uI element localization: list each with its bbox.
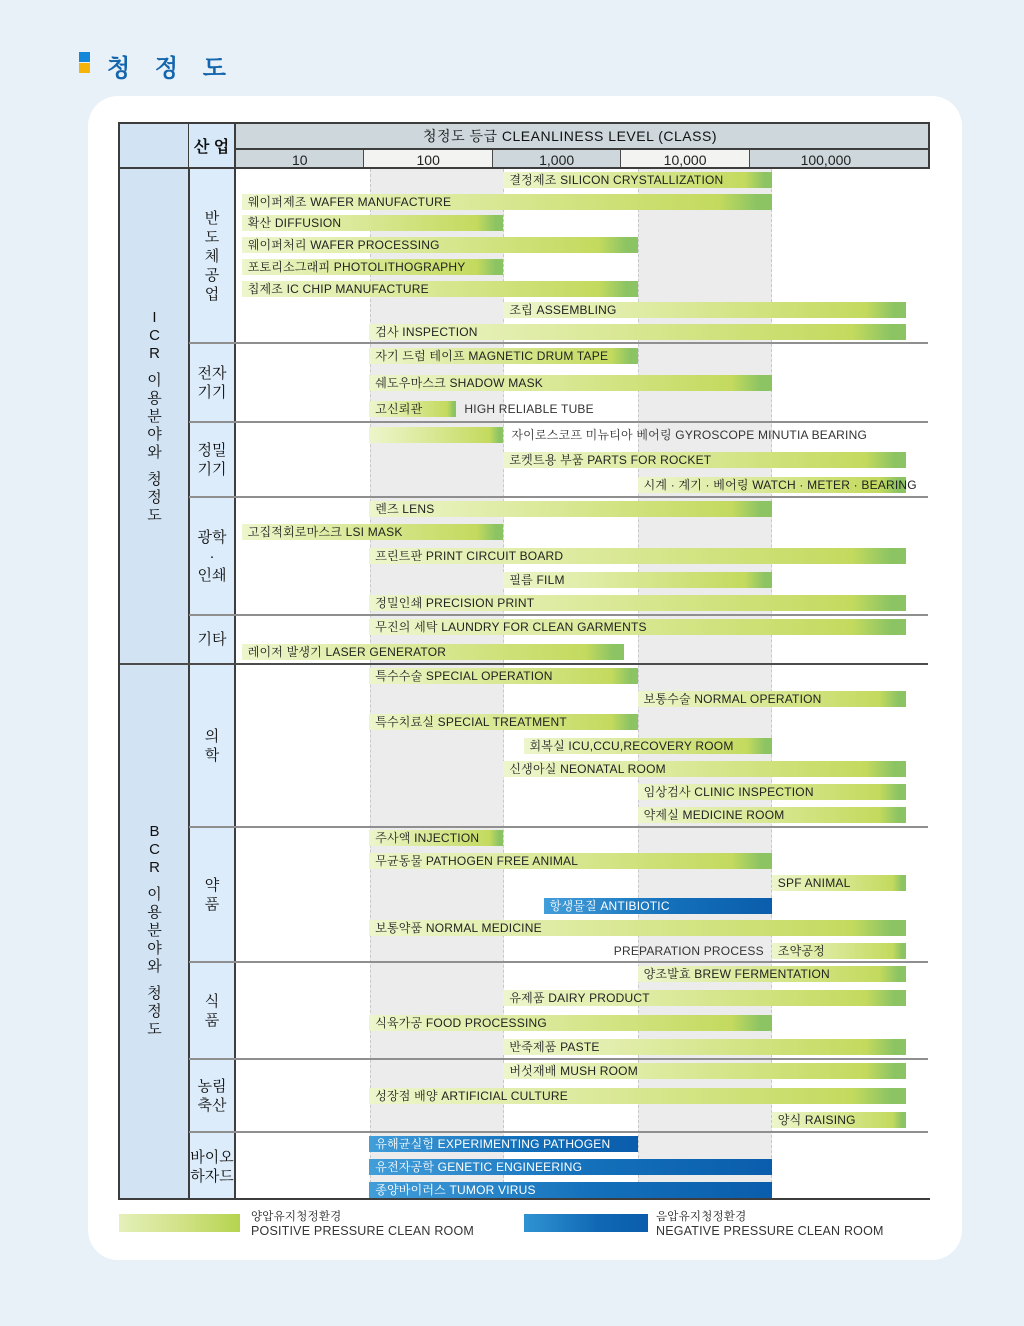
- range-bar: [503, 1039, 906, 1055]
- section-label: 식 품: [204, 992, 220, 1029]
- range-bar: [242, 524, 504, 540]
- bar-label: 양조발효 BREW FERMENTATION: [643, 967, 830, 982]
- bar-label: 주사액 INJECTION: [375, 831, 480, 846]
- range-bar: [369, 324, 906, 340]
- legend-swatch-negative-pressure: [524, 1214, 648, 1232]
- range-bar: [772, 875, 906, 891]
- class-tick-label: 100,000: [749, 150, 928, 169]
- bar-label: 무균동물 PATHOGEN FREE ANIMAL: [375, 853, 579, 868]
- section-label: 전자 기기: [197, 364, 227, 401]
- range-bar: [503, 302, 906, 318]
- bar-label: 특수치료실 SPECIAL TREATMENT: [375, 715, 567, 730]
- bar-label: 고집적회로마스크 LSI MASK: [247, 525, 403, 540]
- range-bar: [503, 990, 906, 1006]
- section-label: 반 도 체 공 업: [204, 209, 220, 303]
- range-bar: [369, 920, 906, 936]
- icr-bcr-divider: [120, 663, 928, 665]
- range-bar: [772, 943, 906, 959]
- bar-label: 검사 INSPECTION: [375, 325, 478, 340]
- bar-label: 무진의 세탁 LAUNDRY FOR CLEAN GARMENTS: [375, 620, 647, 635]
- range-bar: [638, 784, 906, 800]
- legend-label-ko: 양압유지청정환경: [251, 1211, 342, 1223]
- range-bar: [369, 714, 637, 730]
- range-bar: [369, 1159, 772, 1175]
- range-bar: [242, 281, 638, 297]
- bar-label: 시계 · 계기 · 베어링 WATCH · METER · BEARING: [643, 477, 917, 492]
- class-tick-label: 1,000: [492, 150, 620, 169]
- range-bar: [544, 898, 772, 914]
- range-bar: [242, 215, 504, 231]
- range-bar: [369, 548, 906, 564]
- range-bar: [638, 807, 906, 823]
- bar-label: 로켓트용 부품 PARTS FOR ROCKET: [509, 452, 712, 467]
- bar-label: 칩제조 IC CHIP MANUFACTURE: [247, 281, 429, 296]
- section-divider: [189, 342, 928, 344]
- range-bar: [503, 1063, 906, 1079]
- class-tick-label: 100: [363, 150, 491, 169]
- section-label: 약 품: [204, 876, 220, 913]
- class-tick-label: 10: [236, 150, 363, 169]
- range-bar: [369, 1136, 637, 1152]
- section-label: 광학 · 인쇄: [197, 528, 227, 584]
- bar-label: 보통약품 NORMAL MEDICINE: [375, 921, 542, 936]
- range-bar: [242, 237, 638, 253]
- range-bar: [369, 401, 456, 417]
- range-bar: [369, 427, 503, 443]
- range-bar: [524, 738, 772, 754]
- range-bar: [369, 595, 906, 611]
- title-marker-blue-icon: [79, 52, 90, 62]
- bar-label: 항생물질 ANTIBIOTIC: [549, 898, 670, 913]
- bar-label: 프린트판 PRINT CIRCUIT BOARD: [375, 549, 564, 563]
- section-divider: [189, 1131, 928, 1133]
- bar-label: 확산 DIFFUSION: [247, 216, 342, 231]
- legend-item-positive: [251, 1211, 474, 1239]
- bar-label: 고신뢰관: [375, 401, 423, 416]
- range-bar: [242, 644, 624, 660]
- section-divider: [189, 496, 928, 498]
- group-label-bcr: B C R 이 용 분 야 와 청 정 도: [147, 823, 162, 1038]
- range-bar: [638, 691, 906, 707]
- range-bar: [369, 501, 772, 517]
- section-divider: [189, 961, 928, 963]
- bar-label: 약제실 MEDICINE ROOM: [643, 808, 785, 823]
- range-bar: [242, 259, 504, 275]
- bar-label: 종양바이러스 TUMOR VIRUS: [375, 1183, 536, 1198]
- bar-label: 성장점 배양 ARTIFICIAL CULTURE: [375, 1088, 568, 1103]
- bar-label: 웨이퍼제조 WAFER MANUFACTURE: [247, 194, 452, 209]
- section-divider: [189, 826, 928, 828]
- range-bar: [503, 572, 771, 588]
- range-bar: [638, 966, 906, 982]
- bar-label: 조약공정: [777, 943, 825, 958]
- legend-label-ko: 음압유지청정환경: [656, 1211, 747, 1223]
- bar-label: 양식 RAISING: [777, 1112, 856, 1127]
- bar-label: 렌즈 LENS: [375, 501, 435, 516]
- section-label: 바이오 하자드: [190, 1149, 234, 1185]
- range-bar: [369, 853, 772, 869]
- range-bar: [772, 1112, 906, 1128]
- range-bar: [369, 1182, 772, 1198]
- range-bar: [369, 619, 906, 635]
- range-bar: [503, 761, 906, 777]
- range-bar: [369, 348, 637, 364]
- bar-label: SPF ANIMAL: [777, 876, 851, 891]
- range-bar: [369, 830, 503, 846]
- legend-swatch-positive-pressure: [119, 1214, 240, 1232]
- group-label-icr: I C R 이 용 분 야 와 청 정 도: [147, 308, 162, 524]
- bar-label: 포토리소그래피 PHOTOLITHOGRAPHY: [247, 259, 466, 274]
- range-bar: [369, 375, 772, 391]
- bar-label: 버섯재배 MUSH ROOM: [509, 1064, 638, 1079]
- section-label: 정밀 기기: [197, 441, 227, 478]
- bar-label: 자기 드럼 테이프 MAGNETIC DRUM TAPE: [375, 349, 609, 364]
- section-divider: [189, 614, 928, 616]
- bar-label: 웨이퍼처리 WAFER PROCESSING: [247, 238, 440, 253]
- bar-label-after: HIGH RELIABLE TUBE: [464, 401, 594, 416]
- bar-label: 결정제조 SILICON CRYSTALLIZATION: [509, 172, 724, 187]
- section-label: 기타: [197, 631, 227, 648]
- title-marker-yellow-icon: [79, 63, 90, 73]
- range-bar: [638, 477, 917, 493]
- bar-label: 임상검사 CLINIC INSPECTION: [643, 785, 814, 800]
- bar-label: 식육가공 FOOD PROCESSING: [375, 1015, 547, 1030]
- section-divider: [189, 1058, 928, 1060]
- bar-label: 유해균실험 EXPERIMENTING PATHOGEN: [375, 1136, 611, 1151]
- class-scale-row: [236, 150, 928, 167]
- bar-label: 조립 ASSEMBLING: [509, 303, 617, 318]
- section-label: 농림 축산: [197, 1077, 227, 1114]
- header-divider: [120, 167, 928, 169]
- range-bar: [242, 194, 772, 210]
- bar-label: 유전자공학 GENETIC ENGINEERING: [375, 1160, 583, 1174]
- section-label: 의 학: [204, 727, 220, 764]
- industry-header-cell: 산 업: [189, 124, 234, 167]
- bar-label: 유제품 DAIRY PRODUCT: [509, 991, 650, 1006]
- bar-label: 정밀인쇄 PRECISION PRINT: [375, 596, 535, 611]
- bar-label: 보통수술 NORMAL OPERATION: [643, 691, 822, 706]
- legend-label-en: POSITIVE PRESSURE CLEAN ROOM: [251, 1224, 475, 1238]
- bar-label: 쉐도우마스크 SHADOW MASK: [375, 375, 544, 390]
- range-bar: [369, 1088, 906, 1104]
- bar-label: 신생아실 NEONATAL ROOM: [509, 761, 666, 776]
- bar-label-after: 자이로스코프 미뉴티아 베어링 GYROSCOPE MINUTIA BEARING: [511, 427, 867, 442]
- bar-label: 회복실 ICU,CCU,RECOVERY ROOM: [529, 738, 734, 753]
- bar-label: 필름 FILM: [509, 572, 565, 587]
- bar-label: 특수수술 SPECIAL OPERATION: [375, 668, 553, 683]
- cleanliness-table: [118, 122, 930, 1200]
- legend-label-en: NEGATIVE PRESSURE CLEAN ROOM: [656, 1224, 884, 1238]
- bar-label: 레이저 발생기 LASER GENERATOR: [247, 644, 447, 659]
- range-bar: [369, 668, 637, 684]
- range-bar: [369, 1015, 772, 1031]
- range-bar: [503, 172, 771, 188]
- range-bar: [503, 452, 906, 468]
- page-title: 청 정 도: [107, 55, 235, 82]
- bar-label-before: PREPARATION PROCESS: [613, 943, 764, 958]
- chart-body: [235, 169, 932, 1198]
- class-header-cell: 청정도 등급 CLEANLINESS LEVEL (CLASS): [236, 124, 928, 148]
- bar-label: 반죽제품 PASTE: [509, 1039, 600, 1054]
- section-divider: [189, 421, 928, 423]
- legend-item-negative: [656, 1211, 884, 1239]
- class-tick-label: 10,000: [620, 150, 748, 169]
